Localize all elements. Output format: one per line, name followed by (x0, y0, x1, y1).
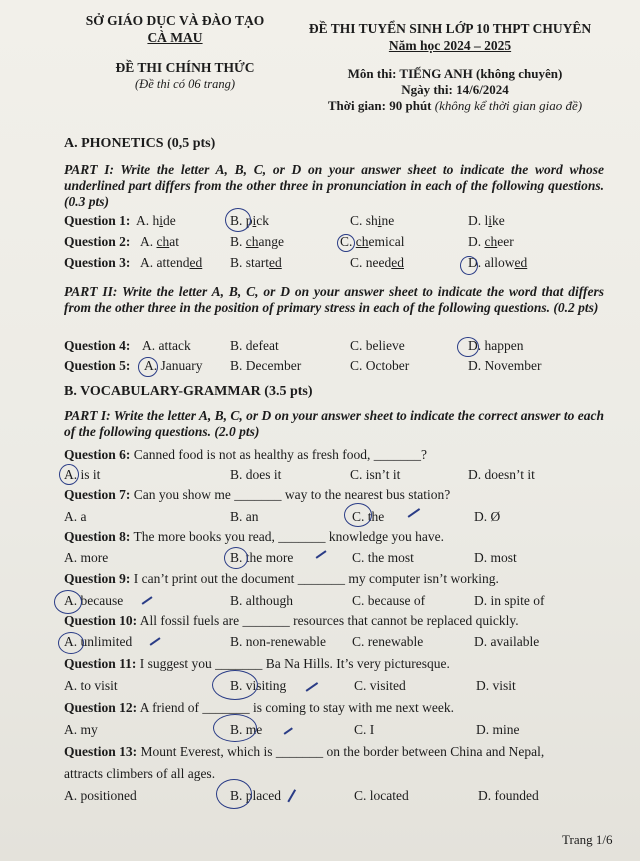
section-a-part2: PART II: Write the letter A, B, C, or D on your answer sheet to indicate the word that differs from the other three in the position of primary stress in each of the following questions. (0.2 pts) (64, 284, 604, 315)
question-13-options: A. positioned B. placed C. located D. founded (64, 788, 539, 803)
question-6-stem: Question 6: Canned food is not as healthy as fresh food, _______? (64, 447, 427, 462)
question-6-options: A. is it B. does it C. isn’t it D. doesn’t it (64, 467, 535, 482)
section-a-title: A. PHONETICS (0,5 pts) (64, 136, 216, 151)
exam-title: ĐỀ THI TUYỂN SINH LỚP 10 THPT CHUYÊN (308, 21, 592, 36)
question-10-options: A. unlimited B. non-renewable C. renewable D. available (64, 634, 540, 649)
question-8-options: A. more B. the more C. the most D. most (64, 550, 517, 565)
official-label: ĐỀ THI CHÍNH THỨC (115, 60, 255, 75)
pen-circle-q5 (138, 357, 158, 377)
pen-circle-q1 (225, 208, 251, 232)
exam-title-block (300, 20, 600, 54)
official-block (90, 60, 280, 92)
question-3: Question 3: A. attended B. started C. needed D. allowed (64, 255, 528, 270)
question-9-options: A. because B. although C. because of D. in spite of (64, 593, 545, 608)
question-12-options: A. my B. me C. I D. mine (64, 722, 520, 737)
section-b-part1: PART I: Write the letter A, B, C, or D on your answer sheet to indicate the correct answer to each of the following questions. (2.0 pts) (64, 408, 604, 439)
pen-circle-q7 (344, 503, 372, 527)
pen-circle-q2 (337, 234, 355, 252)
pen-circle-q3 (460, 256, 478, 275)
subject-name: Môn thi: TIẾNG ANH (không chuyên) (347, 66, 563, 81)
pen-circle-q9 (54, 590, 82, 614)
issuer-block (70, 12, 280, 46)
subject-block (305, 66, 605, 114)
question-8-stem: Question 8: The more books you read, _______ knowledge you have. (64, 529, 444, 544)
pen-circle-q8 (224, 547, 248, 569)
question-7-stem: Question 7: Can you show me _______ way to the nearest bus station? (64, 487, 451, 502)
question-13-stem: Question 13: Mount Everest, which is _______ on the border between China and Nepal, (64, 744, 545, 759)
question-7-options: A. a B. an C. the D. Ø (64, 509, 501, 524)
page-number: Trang 1/6 (562, 832, 613, 847)
question-12-stem: Question 12: A friend of _______ is coming to stay with me next week. (64, 700, 454, 715)
question-1: Question 1: A. hide B. pick C. shine D. like (64, 213, 505, 228)
question-10-stem: Question 10: All fossil fuels are _______ resources that cannot be replaced quickly. (64, 613, 519, 628)
pen-circle-q6 (59, 464, 79, 485)
question-11-stem: Question 11: I suggest you _______ Ba Na Hills. It’s very picturesque. (64, 656, 450, 671)
question-2: Question 2: A. chat B. change C. chemical D. cheer (64, 234, 514, 249)
exam-time: Thời gian: 90 phút (không kể thời gian giao đề) (327, 98, 583, 113)
province-name: CÀ MAU (147, 30, 203, 45)
section-b-title: B. VOCABULARY-GRAMMAR (3.5 pts) (64, 384, 313, 399)
dept-name: SỞ GIÁO DỤC VÀ ĐÀO TẠO (85, 13, 265, 28)
question-11-options: A. to visit B. visiting C. visited D. visit (64, 678, 516, 693)
question-5: Question 5: A. January B. December C. October D. November (64, 358, 542, 373)
school-year: Năm học 2024 – 2025 (388, 38, 512, 53)
exam-date: Ngày thi: 14/6/2024 (401, 82, 509, 97)
pen-circle-q10 (58, 632, 84, 654)
question-13-stem-cont: attracts climbers of all ages. (64, 766, 216, 781)
pen-circle-q12 (213, 714, 257, 742)
pen-circle-q13 (216, 779, 252, 809)
question-4: Question 4: A. attack B. defeat C. believe D. happen (64, 338, 524, 353)
page-count: (Đề thi có 06 trang) (135, 77, 235, 91)
question-9-stem: Question 9: I can’t print out the document _______ my computer isn’t working. (64, 571, 499, 586)
section-a-part1: PART I: Write the letter A, B, C, or D on your answer sheet to indicate the word whose underlined part differs from the other three in pronunciation in each of the following questions. (0.3 pts) (64, 162, 604, 209)
pen-circle-q11 (212, 670, 258, 700)
pen-circle-q4 (457, 337, 479, 357)
